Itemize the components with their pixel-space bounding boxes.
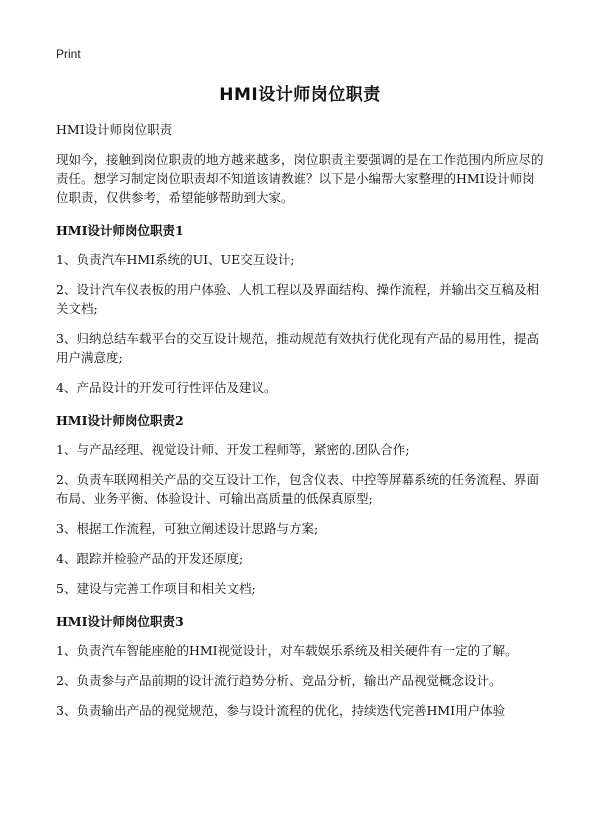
list-item: 3、归纳总结车载平台的交互设计规范，推动规范有效执行优化现有产品的易用性，提高用户满意度; bbox=[56, 331, 539, 365]
list-item: 1、与产品经理、视觉设计师、开发工程师等，紧密的.团队合作; bbox=[56, 442, 410, 457]
section-1 bbox=[56, 221, 546, 397]
intro-paragraph: 现如今，接触到岗位职责的地方越来越多，岗位职责主要强调的是在工作范围内所应尽的责任。想学习制定岗位职责却不知道该请教谁？以下是小编帮大家整理的HMI设计师岗位职责，仅供参考，希望能够帮助到大家。 bbox=[56, 152, 544, 205]
list-item: 3、根据工作流程，可独立阐述设计思路与方案; bbox=[56, 521, 319, 536]
section-2 bbox=[56, 411, 546, 598]
section-heading: HMI设计师岗位职责3 bbox=[56, 614, 184, 629]
list-item: 1、负责汽车智能座舱的HMI视觉设计，对车载娱乐系统及相关硬件有一定的了解。 bbox=[56, 643, 518, 658]
document-body bbox=[56, 120, 546, 731]
list-item: 5、建设与完善工作项目和相关文档; bbox=[56, 581, 256, 596]
list-item: 3、负责输出产品的视觉规范，参与设计流程的优化，持续迭代完善HMI用户体验 bbox=[56, 703, 506, 718]
section-heading: HMI设计师岗位职责1 bbox=[56, 223, 184, 238]
list-item: 4、产品设计的开发可行性评估及建议。 bbox=[56, 380, 277, 395]
document-subtitle: HMI设计师岗位职责 bbox=[56, 122, 173, 137]
list-item: 2、设计汽车仪表板的用户体验、人机工程以及界面结构、操作流程，并输出交互稿及相关文档; bbox=[56, 282, 539, 316]
document-title: HMI设计师岗位职责 bbox=[219, 85, 381, 105]
section-heading: HMI设计师岗位职责2 bbox=[56, 413, 184, 428]
list-item: 2、负责车联网相关产品的交互设计工作，包含仪表、中控等屏幕系统的任务流程、界面布局、业务平衡、体验设计、可输出高质量的低保真原型; bbox=[56, 472, 539, 506]
list-item: 1、负责汽车HMI系统的UI、UE交互设计; bbox=[56, 252, 295, 267]
list-item: 4、跟踪并检验产品的开发还原度; bbox=[56, 551, 244, 566]
list-item: 2、负责参与产品前期的设计流行趋势分析、竞品分析，输出产品视觉概念设计。 bbox=[56, 673, 502, 688]
print-label: Print bbox=[56, 47, 81, 61]
section-3 bbox=[56, 612, 546, 720]
